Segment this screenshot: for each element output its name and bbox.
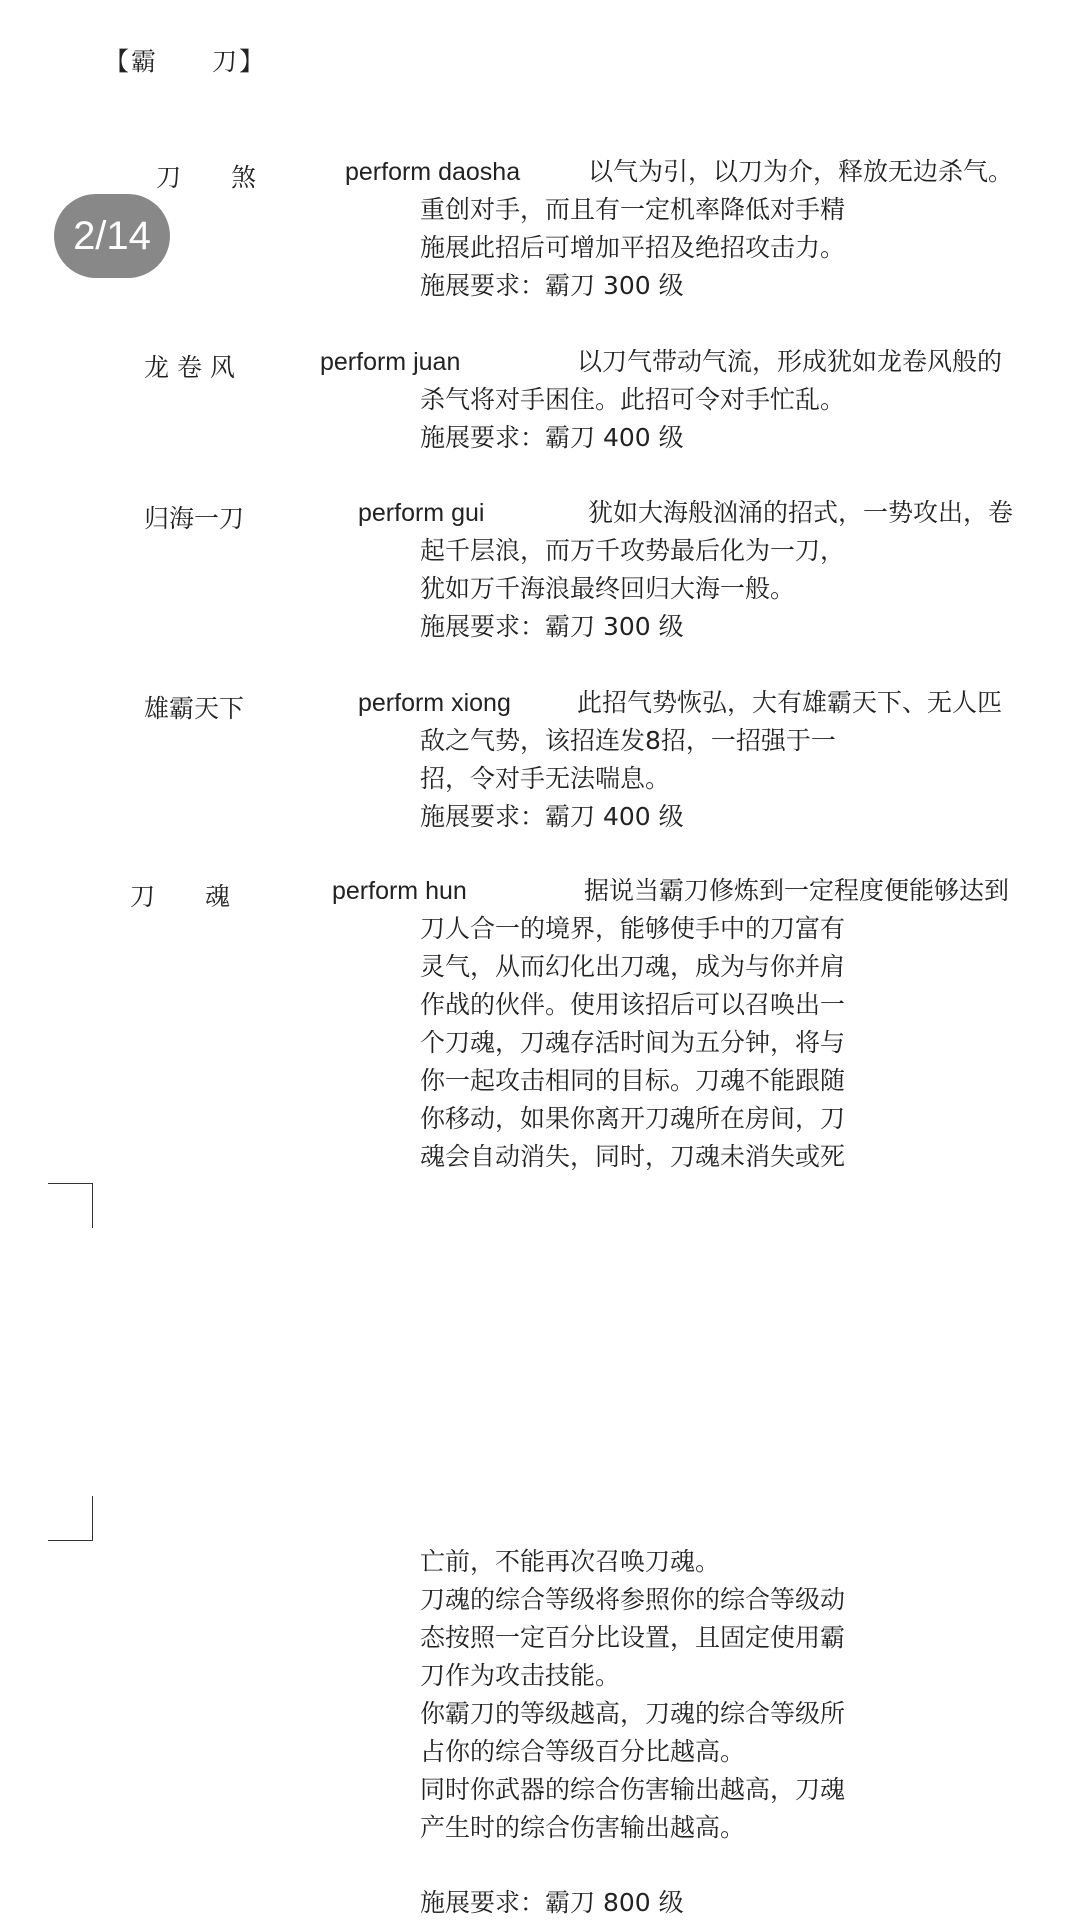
skill-name-gui: 归海一刀	[144, 504, 245, 533]
desc-line: 占你的综合等级百分比越高。	[420, 1737, 746, 1766]
desc-line: 魂会自动消失，同时，刀魂未消失或死	[420, 1142, 846, 1171]
desc-line: 你一起攻击相同的目标。刀魂不能跟随	[420, 1066, 846, 1095]
skill-desc-hun-continued	[420, 1543, 845, 1847]
desc-line: 杀气将对手困住。此招可令对手忙乱。	[420, 385, 846, 414]
skill-desc-first-daosha: 以气为引，以刀为介，释放无边杀气。	[588, 157, 1014, 186]
desc-line: 起千层浪，而万千攻势最后化为一刀，	[420, 536, 846, 565]
desc-line: 施展此招后可增加平招及绝招攻击力。	[420, 233, 846, 262]
requirement-line: 施展要求：霸刀 400 级	[420, 802, 684, 831]
skill-desc-daosha	[420, 191, 845, 305]
desc-line: 作战的伙伴。使用该招后可以召唤出一	[420, 990, 846, 1019]
skill-name-xiong: 雄霸天下	[144, 694, 245, 723]
skill-desc-hun	[420, 910, 845, 1176]
desc-line: 重创对手，而且有一定机率降低对手精	[420, 195, 846, 224]
desc-line: 敌之气势，该招连发8招，一招强于一	[420, 726, 836, 755]
skill-command-hun: perform hun	[332, 877, 467, 905]
requirement-line-hun: 施展要求：霸刀 800 级	[420, 1888, 684, 1917]
skill-name-daosha: 刀 煞	[156, 163, 257, 192]
skill-desc-first-hun: 据说当霸刀修炼到一定程度便能够达到	[584, 876, 1010, 905]
desc-line: 态按照一定百分比设置，且固定使用霸	[420, 1623, 846, 1652]
requirement-line: 施展要求：霸刀 300 级	[420, 612, 684, 641]
skill-desc-first-juan: 以刀气带动气流，形成犹如龙卷风般的	[577, 347, 1003, 376]
page-crop-mark-bottom	[48, 1496, 93, 1541]
requirement-line: 施展要求：霸刀 300 级	[420, 271, 684, 300]
desc-line: 刀人合一的境界，能够使手中的刀富有	[420, 914, 846, 943]
skill-name-hun: 刀 魂	[130, 882, 231, 911]
requirement-line: 施展要求：霸刀 400 级	[420, 423, 684, 452]
skill-command-daosha: perform daosha	[345, 158, 521, 186]
desc-line: 犹如万千海浪最终回归大海一般。	[420, 574, 796, 603]
skill-command-gui: perform gui	[358, 499, 485, 527]
skill-name-juan: 龙 卷 风	[144, 353, 235, 382]
desc-line: 你霸刀的等级越高，刀魂的综合等级所	[420, 1699, 846, 1728]
skill-desc-first-xiong: 此招气势恢弘，大有雄霸天下、无人匹	[577, 688, 1003, 717]
desc-line: 产生时的综合伤害输出越高。	[420, 1813, 746, 1842]
skill-desc-xiong	[420, 722, 836, 836]
skill-command-xiong: perform xiong	[358, 689, 511, 717]
desc-line: 灵气，从而幻化出刀魂，成为与你并肩	[420, 952, 846, 981]
desc-line: 同时你武器的综合伤害输出越高，刀魂	[420, 1775, 846, 1804]
desc-line: 刀作为攻击技能。	[420, 1661, 621, 1690]
desc-line: 亡前，不能再次召唤刀魂。	[420, 1547, 721, 1576]
skill-desc-first-gui: 犹如大海般汹涌的招式，一势攻出，卷	[588, 498, 1014, 527]
desc-line: 刀魂的综合等级将参照你的综合等级动	[420, 1585, 846, 1614]
skill-desc-gui	[420, 532, 845, 646]
skill-desc-juan	[420, 381, 845, 457]
page-crop-mark-top	[48, 1183, 93, 1228]
page-indicator-badge[interactable]: 2/14	[54, 194, 170, 278]
skill-command-juan: perform juan	[320, 348, 461, 376]
desc-line: 招，令对手无法喘息。	[420, 764, 671, 793]
desc-line: 个刀魂，刀魂存活时间为五分钟，将与	[420, 1028, 846, 1057]
desc-line: 你移动，如果你离开刀魂所在房间，刀	[420, 1104, 846, 1133]
section-heading: 【霸 刀】	[104, 47, 267, 76]
